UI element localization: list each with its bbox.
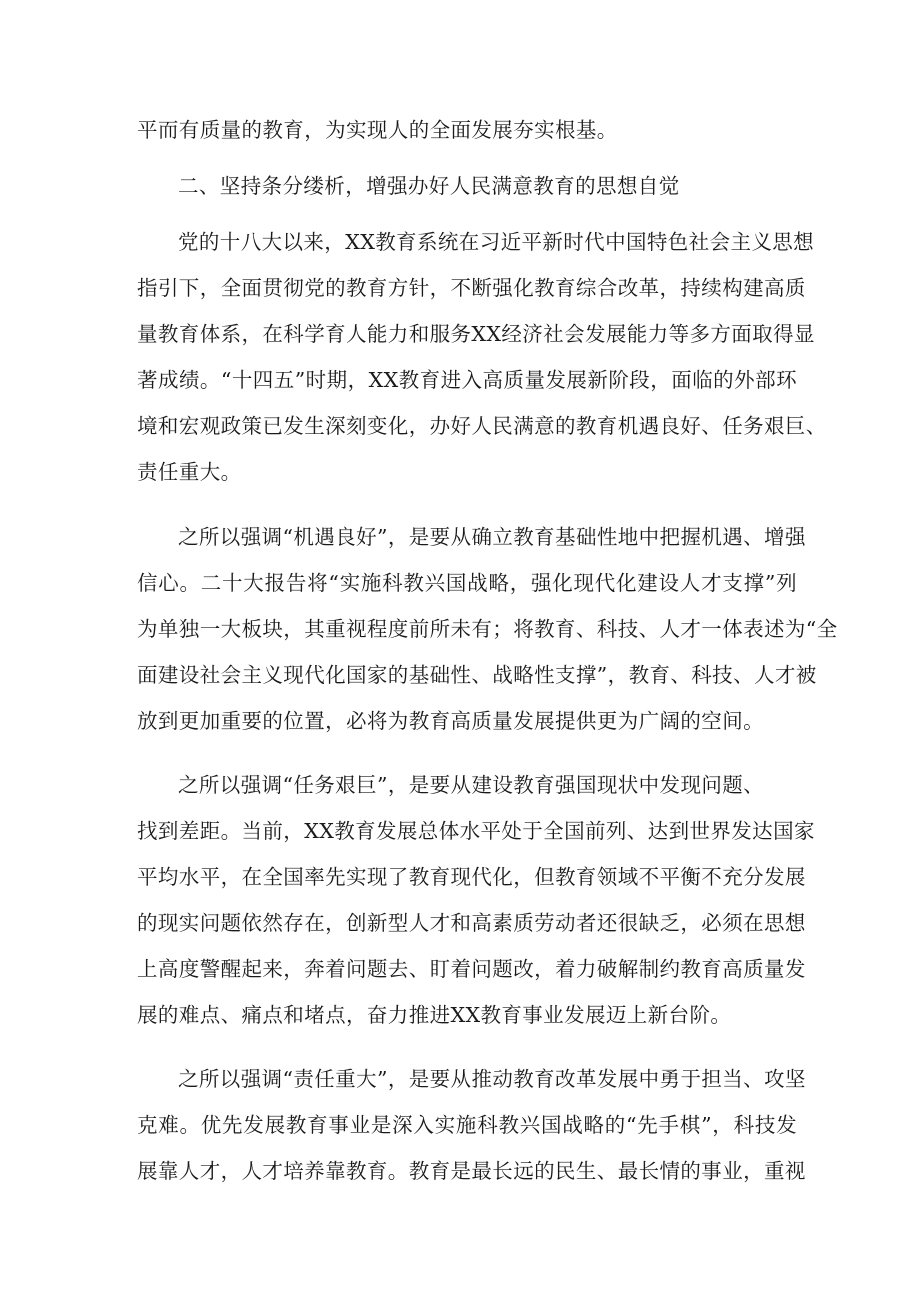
paragraph-line: 指引下，全面贯彻党的教育方针，不断强化教育综合改革，持续构建高质 [137,276,806,300]
paragraph-line: 的现实问题依然存在，创新型人才和高素质劳动者还很缺乏，必须在思想 [137,911,806,935]
paragraph-line: 为单独一大板块，其重视程度前所未有；将教育、科技、人才一体表述为“全 [137,617,838,641]
paragraph-line: 面建设社会主义现代化国家的基础性、战略性支撑”，教育、科技、人才被 [137,663,817,687]
paragraph-line: 展靠人才，人才培养靠教育。教育是最长远的民生、最长情的事业，重视 [137,1159,806,1183]
section-heading: 二、坚持条分缕析，增强办好人民满意教育的思想自觉 [178,174,680,198]
paragraph-line: 著成绩。“十四五”时期，XX教育进入高质量发展新阶段，面临的外部环 [137,368,797,392]
paragraph-line: 党的十八大以来，XX教育系统在习近平新时代中国特色社会主义思想 [178,230,815,254]
paragraph-line: 放到更加重要的位置，必将为教育高质量发展提供更为广阔的空间。 [137,709,764,733]
paragraph-line: 之所以强调“责任重大”，是要从推动教育改革发展中勇于担当、攻坚 [178,1067,806,1091]
opening-line: 平而有质量的教育，为实现人的全面发展夯实根基。 [137,118,618,142]
paragraph-line: 之所以强调“任务艰巨”，是要从建设教育强国现状中发现问题、 [178,773,765,797]
paragraph-line: 之所以强调“机遇良好”，是要从确立教育基础性地中把握机遇、增强 [178,525,806,549]
paragraph-line: 找到差距。当前，XX教育发展总体水平处于全国前列、达到世界发达国家 [137,819,815,843]
paragraph-line: 平均水平，在全国率先实现了教育现代化，但教育领域不平衡不充分发展 [137,865,806,889]
paragraph-line: 克难。优先发展教育事业是深入实施科教兴国战略的“先手棋”，科技发 [137,1113,797,1137]
paragraph-line: 信心。二十大报告将“实施科教兴国战略，强化现代化建设人才支撑”列 [137,571,797,595]
paragraph-line: 展的难点、痛点和堵点，奋力推进XX教育事业发展迈上新台阶。 [137,1003,732,1027]
paragraph-line: 境和宏观政策已发生深刻变化，办好人民满意的教育机遇良好、任务艰巨、 [137,414,827,438]
paragraph-line: 量教育体系，在科学育人能力和服务XX经济社会发展能力等多方面取得显 [137,322,815,346]
paragraph-line: 责任重大。 [137,460,242,484]
paragraph-line: 上高度警醒起来，奔着问题去、盯着问题改，着力破解制约教育高质量发 [137,957,806,981]
